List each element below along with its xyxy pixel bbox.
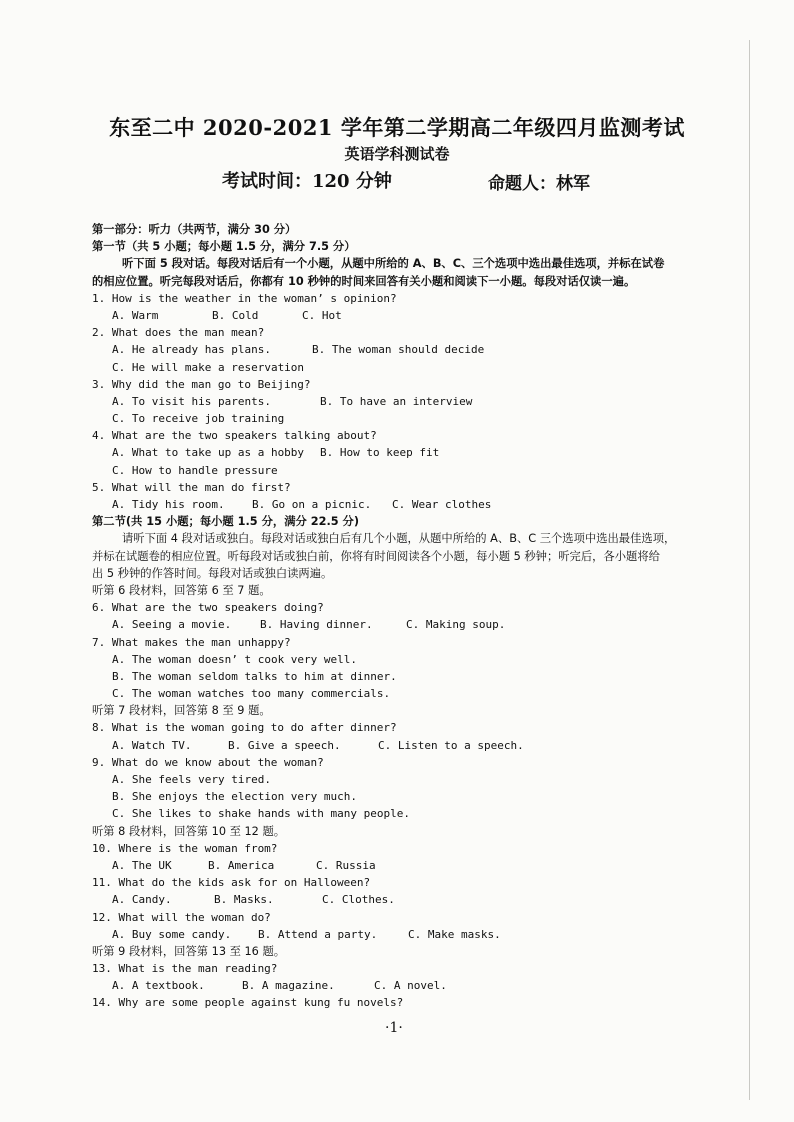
answer-options-line bbox=[92, 616, 752, 633]
answer-option: A. Tidy his room. bbox=[112, 498, 225, 511]
text-line: A. The woman doesn’ t cook very well. bbox=[112, 652, 358, 666]
answer-option: B. Masks. bbox=[214, 893, 274, 907]
answer-options-line bbox=[92, 737, 752, 754]
answer-options-line bbox=[92, 926, 752, 943]
answer-option: C. Hot bbox=[302, 308, 342, 322]
text-line: 听第 8 段材料，回答第 10 至 12 题。 bbox=[92, 824, 286, 838]
text-line: 出 5 秒钟的作答时间。每段对话或独白读两遍。 bbox=[92, 566, 333, 580]
page-number: ·1· bbox=[385, 1020, 403, 1036]
answer-option: B. Having dinner. bbox=[260, 618, 373, 632]
answer-options-line bbox=[92, 307, 752, 324]
text-line: 9. What do we know about the woman? bbox=[92, 755, 324, 769]
answer-option: A. A textbook. bbox=[112, 979, 205, 993]
text-line: 4. What are the two speakers talking about? bbox=[92, 429, 377, 443]
answer-option: B. A magazine. bbox=[242, 979, 335, 993]
answer-option: B. How to keep fit bbox=[320, 446, 440, 460]
text-line: B. The woman seldom talks to him at dinner. bbox=[112, 669, 397, 683]
text-line: 14. Why are some people against kung fu novels? bbox=[92, 996, 404, 1010]
question-body bbox=[92, 221, 752, 1012]
answer-options-line bbox=[92, 857, 752, 874]
text-line: B. She enjoys the election very much. bbox=[112, 790, 358, 804]
text-line: 听第 6 段材料，回答第 6 至 7 题。 bbox=[92, 583, 271, 597]
answer-option: B. Give a speech. bbox=[228, 738, 341, 752]
text-line: A. She feels very tired. bbox=[112, 773, 271, 786]
text-line: 第二节(共 15 小题；每小题 1.5 分，满分 22.5 分) bbox=[92, 515, 359, 529]
text-line: 13. What is the man reading? bbox=[92, 962, 278, 976]
answer-option: A. To visit his parents. bbox=[112, 394, 271, 408]
answer-option: A. Watch TV. bbox=[112, 738, 192, 752]
text-line: 的相应位置。听完每段对话后，你都有 10 秒钟的时间来回答有关小题和阅读下一小题。每段对话仅读一遍。 bbox=[92, 274, 636, 288]
answer-option: A. The UK bbox=[112, 858, 172, 872]
exam-time: 考试时间：120 分钟 bbox=[222, 171, 392, 192]
text-line: 5. What will the man do first? bbox=[92, 480, 291, 494]
answer-option: B. To have an interview bbox=[320, 394, 473, 408]
answer-option: B. America bbox=[208, 858, 275, 872]
answer-option: B. The woman should decide bbox=[312, 343, 485, 357]
answer-option: C. Making soup. bbox=[406, 618, 506, 632]
text-line: 12. What will the woman do? bbox=[92, 910, 271, 924]
answer-option: C. Make masks. bbox=[408, 927, 501, 941]
text-line: 6. What are the two speakers doing? bbox=[92, 601, 324, 615]
text-line: C. How to handle pressure bbox=[112, 463, 278, 477]
text-line: 3. Why did the man go to Beijing? bbox=[92, 377, 311, 391]
answer-option: A. Candy. bbox=[112, 893, 172, 907]
answer-option: C. Listen to a speech. bbox=[378, 738, 524, 752]
answer-option: A. He already has plans. bbox=[112, 343, 271, 357]
answer-option: B. Go on a picnic. bbox=[252, 498, 372, 511]
text-line: 7. What makes the man unhappy? bbox=[92, 635, 291, 649]
exam-title: 东至二中 2020-2021 学年第二学期高二年级四月监测考试 bbox=[109, 115, 685, 140]
text-line: 8. What is the woman going to do after dinner? bbox=[92, 721, 397, 735]
text-line: 听第 7 段材料，回答第 8 至 9 题。 bbox=[92, 704, 271, 718]
text-line: 听第 9 段材料，回答第 13 至 16 题。 bbox=[92, 944, 286, 958]
text-line: C. He will make a reservation bbox=[112, 360, 305, 374]
answer-option: B. Attend a party. bbox=[258, 927, 378, 941]
text-line: C. To receive job training bbox=[112, 412, 285, 426]
answer-option: B. Cold bbox=[212, 308, 259, 322]
exam-author: 命题人：林军 bbox=[488, 174, 590, 194]
answer-option: A. Buy some candy. bbox=[112, 927, 232, 941]
text-line: 听下面 5 段对话。每段对话后有一个小题，从题中所给的 A、B、C、三个选项中选出最佳选项，并标在试卷 bbox=[122, 257, 665, 271]
text-line: 2. What does the man mean? bbox=[92, 326, 265, 340]
answer-option: A. Seeing a movie. bbox=[112, 618, 232, 632]
text-line: 第一节（共 5 小题；每小题 1.5 分，满分 7.5 分） bbox=[92, 240, 356, 254]
answer-options-line bbox=[92, 496, 752, 513]
text-line: C. She likes to shake hands with many people. bbox=[112, 807, 411, 821]
answer-options-line bbox=[92, 977, 752, 994]
text-line: 第一部分：听力（共两节，满分 30 分） bbox=[92, 223, 297, 236]
answer-options-line bbox=[92, 444, 752, 461]
answer-option: C. Russia bbox=[316, 858, 376, 872]
answer-option: C. A novel. bbox=[374, 979, 447, 993]
exam-subtitle: 英语学科测试卷 bbox=[344, 145, 450, 163]
answer-option: C. Clothes. bbox=[322, 893, 395, 907]
answer-option: C. Wear clothes bbox=[392, 498, 492, 511]
answer-options-line bbox=[92, 393, 752, 410]
text-line: 请听下面 4 段对话或独白。每段对话或独白后有几个小题，从题中所给的 A、B、C 三个选项中选出最佳选项， bbox=[122, 532, 676, 546]
text-line: 10. Where is the woman from? bbox=[92, 841, 278, 855]
text-line: 并标在试题卷的相应位置。听每段对话或独白前，你将有时间阅读各个小题，每小题 5 秒钟；听完后，各小题将给 bbox=[92, 549, 660, 563]
answer-option: A. Warm bbox=[112, 308, 159, 322]
text-line: 11. What do the kids ask for on Halloween? bbox=[92, 876, 371, 890]
answer-options-line bbox=[92, 891, 752, 908]
answer-options-line bbox=[92, 341, 752, 358]
answer-option: A. What to take up as a hobby bbox=[112, 446, 305, 460]
text-line: C. The woman watches too many commercials. bbox=[112, 687, 391, 701]
text-line: 1. How is the weather in the woman’ s opinion? bbox=[92, 291, 397, 305]
